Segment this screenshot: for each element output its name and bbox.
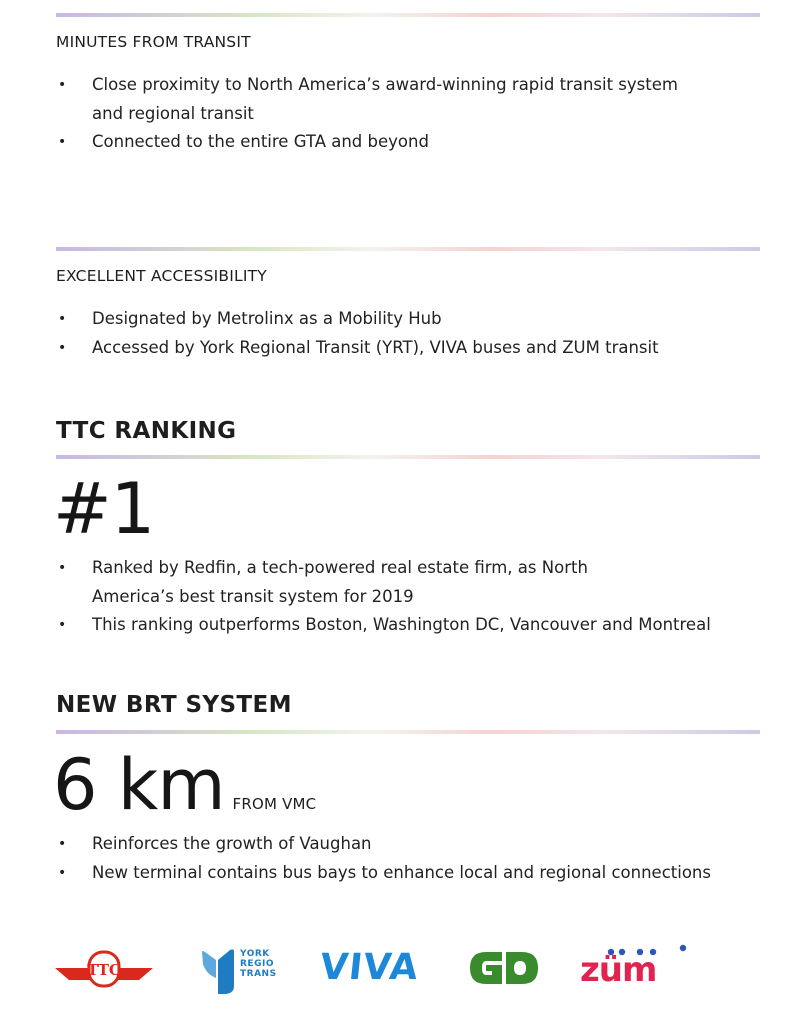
svg-text:TTC: TTC	[87, 961, 121, 979]
yrt-logo-line: YORK	[240, 949, 270, 959]
transit-bullet-list	[56, 71, 746, 157]
brt-distance-suffix: FROM VMC	[232, 795, 317, 813]
yrt-logo-line: TRANS	[240, 969, 277, 979]
brt-distance-stat	[53, 744, 317, 826]
zum-logo-text: züm	[580, 950, 657, 990]
section-heading-ttc: TTC RANKING	[56, 418, 237, 444]
divider-accessibility	[56, 247, 760, 251]
transit-logo-strip	[0, 940, 798, 1000]
ttc-bullet-list	[56, 554, 746, 640]
list-item: • New terminal contains bus bays to enhance local and regional connections	[56, 859, 746, 888]
section-heading-accessibility: EXCELLENT ACCESSIBILITY	[56, 267, 267, 285]
list-item: • Connected to the entire GTA and beyond	[56, 128, 746, 157]
yrt-logo	[200, 948, 284, 996]
ttc-rank-value: #1	[53, 468, 155, 550]
list-item: • Designated by Metrolinx as a Mobility Hub	[56, 305, 746, 334]
accessibility-bullet-list	[56, 305, 746, 362]
ttc-logo	[55, 948, 153, 992]
divider-transit	[56, 13, 760, 17]
viva-logo: VIVA	[317, 947, 421, 988]
section-heading-transit: MINUTES FROM TRANSIT	[56, 33, 251, 51]
list-item: • Ranked by Redfin, a tech-powered real estate firm, as North America’s best transit system for 2019	[56, 554, 612, 611]
brt-distance-value: 6 km	[53, 744, 225, 826]
list-item: • Close proximity to North America’s award-winning rapid transit system and regional transit	[56, 71, 682, 128]
yrt-logo-line: REGIO	[240, 959, 274, 969]
ttc-rank-stat	[53, 468, 155, 550]
divider-brt	[56, 730, 760, 734]
brt-bullet-list	[56, 830, 746, 887]
section-heading-brt: NEW BRT SYSTEM	[56, 692, 292, 718]
list-item: • Accessed by York Regional Transit (YRT), VIVA buses and ZUM transit	[56, 334, 746, 363]
go-transit-logo	[468, 950, 540, 986]
divider-ttc	[56, 455, 760, 459]
zum-logo	[578, 944, 690, 992]
list-item: • Reinforces the growth of Vaughan	[56, 830, 746, 859]
list-item: • This ranking outperforms Boston, Washington DC, Vancouver and Montreal	[56, 611, 746, 640]
